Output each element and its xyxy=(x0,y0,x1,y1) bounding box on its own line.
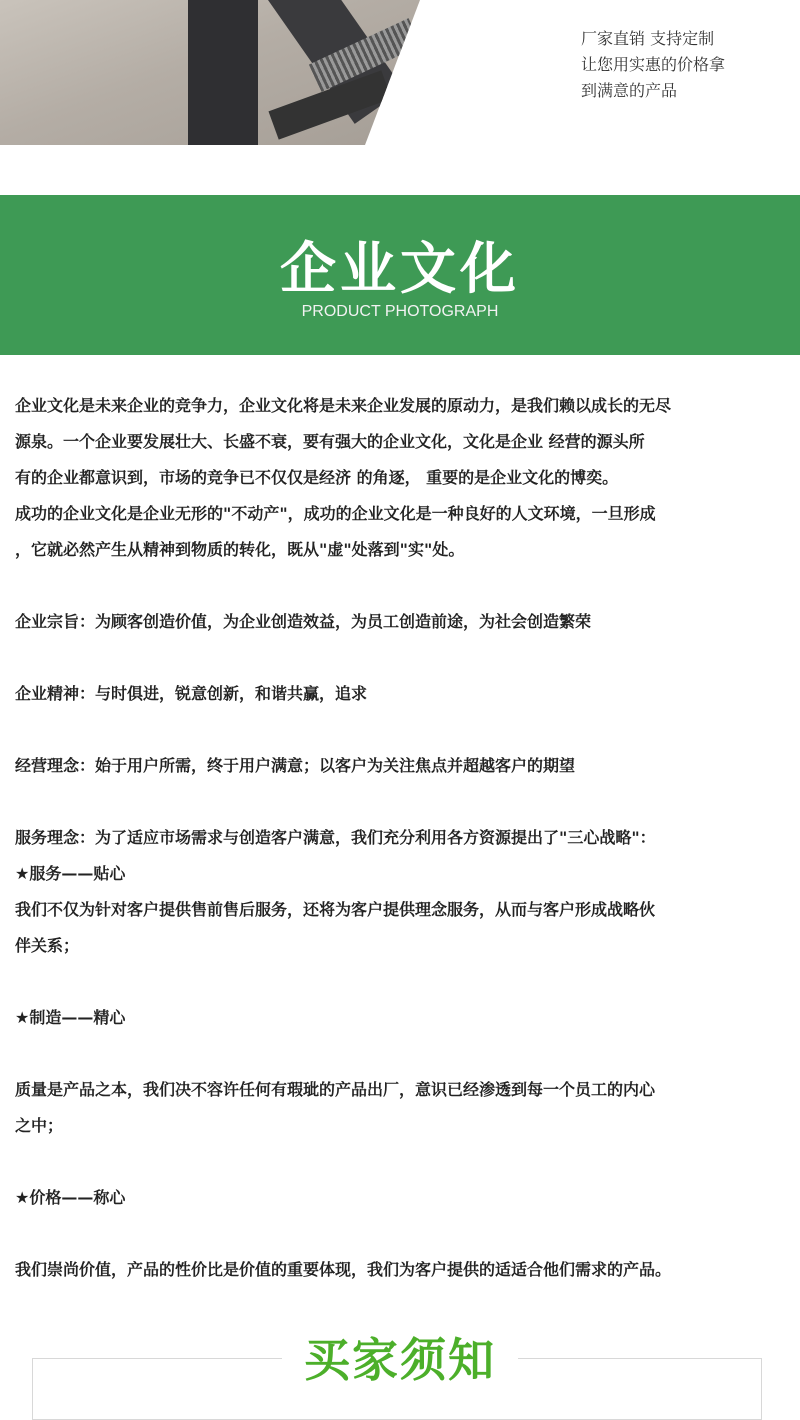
product-photo xyxy=(0,0,420,145)
culture-banner xyxy=(0,195,800,355)
tagline-line: 让您用实惠的价格拿 xyxy=(581,55,726,74)
intro-line: 成功的企业文化是企业无形的"不动产"，成功的企业文化是一种良好的人文环境，一旦形成 xyxy=(15,504,656,523)
service-intro-text: 服务理念：为了适应市场需求与创造客户满意，我们充分利用各方资源提出了"三心战略"： xyxy=(15,828,656,847)
culture-content xyxy=(15,388,790,1288)
intro-line: 企业文化是未来企业的竞争力，企业文化将是未来企业发展的原动力，是我们赖以成长的无尽 xyxy=(15,396,672,415)
make-text-line: 质量是产品之本，我们决不容许任何有瑕玼的产品出厂，意识已经渗透到每一个员工的内心 xyxy=(15,1080,656,1099)
notice-header xyxy=(0,1330,800,1390)
make-text-line: 之中； xyxy=(15,1116,64,1135)
tagline-line: 厂家直销 支持定制 xyxy=(581,29,715,48)
tagline-line: 到满意的产品 xyxy=(581,81,678,100)
header-section xyxy=(0,0,800,145)
banner-subtitle: PRODUCT PHOTOGRAPH xyxy=(301,303,499,320)
notice-title: 买家须知 xyxy=(282,1330,518,1390)
banner-title: 企业文化 xyxy=(280,237,520,302)
service-heading: ★服务——贴心 xyxy=(15,864,126,883)
make-heading: ★制造——精心 xyxy=(15,1008,126,1027)
intro-line: 有的企业都意识到，市场的竞争已不仅仅是经济 的角逐， 重要的是企业文化的博奕。 xyxy=(15,468,619,487)
tagline xyxy=(581,26,725,104)
intro-line: 源泉。一个企业要发展壮大、长盛不衰，要有强大的企业文化，文化是企业 经营的源头所 xyxy=(15,432,645,451)
business-text: 经营理念：始于用户所需，终于用户满意；以客户为关注焦点并超越客户的期望 xyxy=(15,756,576,775)
price-text: 我们崇尚价值，产品的性价比是价值的重要体现，我们为客户提供的适适合他们需求的产品。 xyxy=(15,1260,672,1279)
purpose-text: 企业宗旨：为顾客创造价值，为企业创造效益，为员工创造前途，为社会创造繁荣 xyxy=(15,612,592,631)
intro-line: ，它就必然产生从精神到物质的转化，既从"虚"处落到"实"处。 xyxy=(15,540,465,559)
spirit-text: 企业精神：与时俱进，锐意创新，和谐共赢，追求 xyxy=(15,684,368,703)
service-text-line: 伴关系； xyxy=(15,936,80,955)
photo-beam xyxy=(188,0,258,150)
service-text-line: 我们不仅为针对客户提供售前售后服务，还将为客户提供理念服务，从而与客户形成战略伙 xyxy=(15,900,656,919)
price-heading: ★价格——称心 xyxy=(15,1188,126,1207)
